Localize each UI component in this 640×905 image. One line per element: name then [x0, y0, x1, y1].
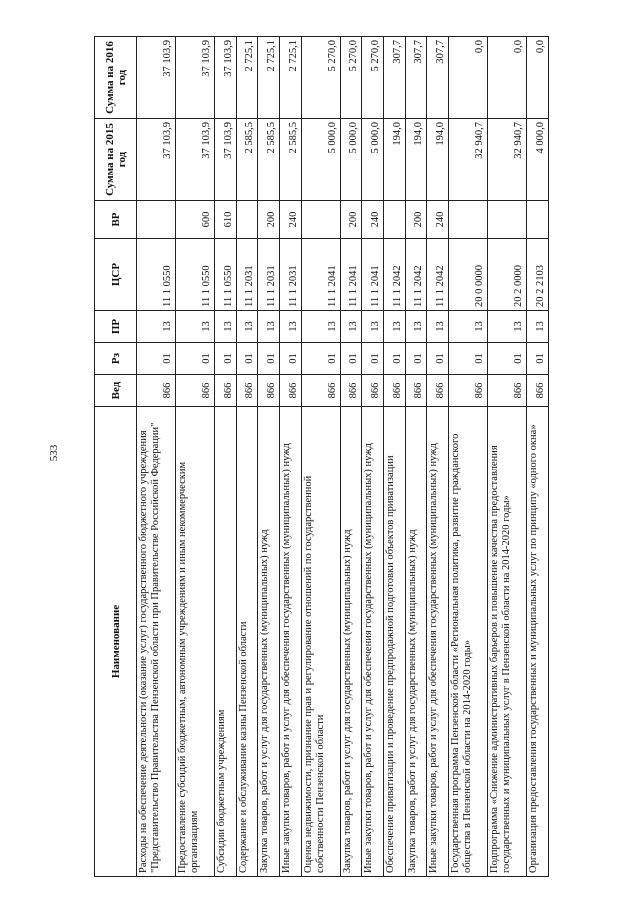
- budget-table: [94, 36, 549, 877]
- table-row: [236, 37, 258, 877]
- cell-name: Обеспечение приватизации и проведение предпродажной подготовки объектов приватизации: [384, 407, 406, 877]
- cell-ved: 866: [258, 375, 280, 407]
- cell-vr: 600: [176, 201, 215, 239]
- cell-sum-2015: 5 000,0: [301, 119, 340, 201]
- cell-vr: [384, 201, 406, 239]
- cell-pr: 13: [527, 311, 549, 343]
- cell-sum-2015: 4 000,0: [527, 119, 549, 201]
- cell-rz: 01: [176, 343, 215, 375]
- cell-ved: 866: [427, 375, 449, 407]
- header-ved: Вед: [95, 375, 137, 407]
- cell-pr: 13: [176, 311, 215, 343]
- cell-vr: [236, 201, 258, 239]
- cell-sum-2015: 5 000,0: [362, 119, 384, 201]
- table-row: [449, 37, 488, 877]
- table-row: [405, 37, 427, 877]
- cell-rz: 01: [340, 343, 362, 375]
- cell-csr: 11 1 0550: [215, 239, 237, 311]
- cell-name: Субсидии бюджетным учреждениям: [215, 407, 237, 877]
- cell-sum-2016: 37 103,9: [215, 37, 237, 119]
- cell-sum-2016: 2 725,1: [258, 37, 280, 119]
- cell-sum-2015: 2 585,5: [236, 119, 258, 201]
- table-row: [488, 37, 527, 877]
- cell-csr: 11 1 2031: [258, 239, 280, 311]
- header-sum-2015: Сумма на 2015 год: [95, 119, 137, 201]
- cell-csr: 11 1 2031: [280, 239, 302, 311]
- cell-name: Закупка товаров, работ и услуг для государственных (муниципальных) нужд: [340, 407, 362, 877]
- cell-csr: 11 1 2041: [301, 239, 340, 311]
- cell-csr: 20 2 2103: [527, 239, 549, 311]
- cell-ved: 866: [280, 375, 302, 407]
- cell-sum-2016: 2 725,1: [280, 37, 302, 119]
- cell-pr: 13: [405, 311, 427, 343]
- cell-name: Иные закупки товаров, работ и услуг для обеспечения государственных (муниципальных) нужд: [362, 407, 384, 877]
- table-row: [427, 37, 449, 877]
- cell-name: Подпрограмма «Снижение административных барьеров и повышение качества предоставления государственных и муниципальных услуг в Пензенской области на 2014-2020 годы»: [488, 407, 527, 877]
- header-vr: ВР: [95, 201, 137, 239]
- cell-pr: 13: [340, 311, 362, 343]
- cell-sum-2016: 307,7: [405, 37, 427, 119]
- cell-sum-2015: 5 000,0: [340, 119, 362, 201]
- cell-ved: 866: [449, 375, 488, 407]
- cell-sum-2015: 37 103,9: [176, 119, 215, 201]
- cell-pr: 13: [449, 311, 488, 343]
- cell-name: Государственная программа Пензенской области «Региональная политика, развитие гражданского общества в Пензенской области на 2014-2020 годы»: [449, 407, 488, 877]
- cell-pr: 13: [258, 311, 280, 343]
- cell-csr: 11 1 2042: [384, 239, 406, 311]
- cell-sum-2015: 2 585,5: [258, 119, 280, 201]
- cell-sum-2016: 37 103,9: [137, 37, 176, 119]
- table-row: [215, 37, 237, 877]
- cell-ved: 866: [301, 375, 340, 407]
- table-body: [137, 37, 549, 877]
- cell-rz: 01: [362, 343, 384, 375]
- cell-ved: 866: [340, 375, 362, 407]
- cell-ved: 866: [405, 375, 427, 407]
- cell-sum-2016: 307,7: [384, 37, 406, 119]
- cell-pr: 13: [137, 311, 176, 343]
- cell-sum-2015: 194,0: [405, 119, 427, 201]
- cell-pr: 13: [362, 311, 384, 343]
- table-row: [301, 37, 340, 877]
- cell-rz: 01: [215, 343, 237, 375]
- cell-ved: 866: [236, 375, 258, 407]
- cell-ved: 866: [384, 375, 406, 407]
- cell-vr: 240: [427, 201, 449, 239]
- table-row: [280, 37, 302, 877]
- cell-sum-2015: 194,0: [384, 119, 406, 201]
- cell-vr: [301, 201, 340, 239]
- cell-rz: 01: [236, 343, 258, 375]
- cell-rz: 01: [137, 343, 176, 375]
- cell-sum-2015: 32 940,7: [488, 119, 527, 201]
- cell-csr: 11 1 2041: [340, 239, 362, 311]
- cell-vr: [449, 201, 488, 239]
- cell-rz: 01: [527, 343, 549, 375]
- cell-sum-2016: 0,0: [527, 37, 549, 119]
- cell-sum-2016: 307,7: [427, 37, 449, 119]
- cell-sum-2015: 2 585,5: [280, 119, 302, 201]
- cell-csr: 11 1 2041: [362, 239, 384, 311]
- cell-rz: 01: [301, 343, 340, 375]
- cell-name: Расходы на обеспечение деятельности (оказание услуг) государственного бюджетного учреждения "Представительство Правительства Пензенской области при Правительстве Российской Федерации": [137, 407, 176, 877]
- cell-pr: 13: [215, 311, 237, 343]
- cell-vr: 240: [362, 201, 384, 239]
- cell-name: Организация предоставления государственных и муниципальных услуг по принципу «одного окна»: [527, 407, 549, 877]
- cell-vr: [137, 201, 176, 239]
- cell-name: Предоставление субсидий бюджетным, автономным учреждениям и иным некоммерческим организациям: [176, 407, 215, 877]
- cell-ved: 866: [488, 375, 527, 407]
- cell-sum-2015: 37 103,9: [215, 119, 237, 201]
- cell-vr: 200: [405, 201, 427, 239]
- header-sum-2016: Сумма на 2016 год: [95, 37, 137, 119]
- cell-name: Содержание и обслуживание казны Пензенской области: [236, 407, 258, 877]
- cell-sum-2016: 37 103,9: [176, 37, 215, 119]
- cell-ved: 866: [527, 375, 549, 407]
- cell-name: Закупка товаров, работ и услуг для государственных (муниципальных) нужд: [405, 407, 427, 877]
- cell-csr: 20 2 0000: [488, 239, 527, 311]
- table-row: [384, 37, 406, 877]
- cell-name: Оценка недвижимости, признание прав и регулирование отношений по государственной собственности Пензенской области: [301, 407, 340, 877]
- cell-sum-2016: 5 270,0: [301, 37, 340, 119]
- cell-vr: [488, 201, 527, 239]
- cell-vr: 240: [280, 201, 302, 239]
- cell-rz: 01: [427, 343, 449, 375]
- header-name: Наименование: [95, 407, 137, 877]
- page-number: 533: [48, 444, 60, 462]
- cell-vr: 200: [258, 201, 280, 239]
- cell-ved: 866: [137, 375, 176, 407]
- cell-sum-2016: 2 725,1: [236, 37, 258, 119]
- cell-pr: 13: [280, 311, 302, 343]
- cell-pr: 13: [301, 311, 340, 343]
- table-row: [176, 37, 215, 877]
- header-csr: ЦСР: [95, 239, 137, 311]
- table-row: [340, 37, 362, 877]
- table-row: [527, 37, 549, 877]
- header-pr: ПР: [95, 311, 137, 343]
- cell-vr: 200: [340, 201, 362, 239]
- cell-rz: 01: [384, 343, 406, 375]
- cell-csr: 11 1 0550: [137, 239, 176, 311]
- cell-sum-2016: 5 270,0: [340, 37, 362, 119]
- cell-pr: 13: [236, 311, 258, 343]
- cell-pr: 13: [384, 311, 406, 343]
- cell-rz: 01: [405, 343, 427, 375]
- cell-sum-2016: 0,0: [449, 37, 488, 119]
- cell-csr: 11 1 2031: [236, 239, 258, 311]
- cell-name: Иные закупки товаров, работ и услуг для обеспечения государственных (муниципальных) нужд: [427, 407, 449, 877]
- cell-csr: 11 1 2042: [427, 239, 449, 311]
- cell-rz: 01: [280, 343, 302, 375]
- cell-csr: 11 1 2042: [405, 239, 427, 311]
- cell-vr: [527, 201, 549, 239]
- cell-ved: 866: [176, 375, 215, 407]
- cell-csr: 20 0 0000: [449, 239, 488, 311]
- cell-sum-2016: 0,0: [488, 37, 527, 119]
- cell-name: Закупка товаров, работ и услуг для государственных (муниципальных) нужд: [258, 407, 280, 877]
- cell-sum-2015: 32 940,7: [449, 119, 488, 201]
- table-row: [362, 37, 384, 877]
- cell-vr: 610: [215, 201, 237, 239]
- table-row: [258, 37, 280, 877]
- cell-rz: 01: [258, 343, 280, 375]
- header-rz: Рз: [95, 343, 137, 375]
- cell-sum-2015: 37 103,9: [137, 119, 176, 201]
- cell-name: Иные закупки товаров, работ и услуг для обеспечения государственных (муниципальных) нужд: [280, 407, 302, 877]
- cell-ved: 866: [215, 375, 237, 407]
- cell-pr: 13: [427, 311, 449, 343]
- cell-csr: 11 1 0550: [176, 239, 215, 311]
- cell-pr: 13: [488, 311, 527, 343]
- table-row: [137, 37, 176, 877]
- rotated-page: [94, 37, 549, 877]
- cell-rz: 01: [488, 343, 527, 375]
- table-header-row: [95, 37, 137, 877]
- cell-sum-2015: 194,0: [427, 119, 449, 201]
- cell-rz: 01: [449, 343, 488, 375]
- cell-ved: 866: [362, 375, 384, 407]
- cell-sum-2016: 5 270,0: [362, 37, 384, 119]
